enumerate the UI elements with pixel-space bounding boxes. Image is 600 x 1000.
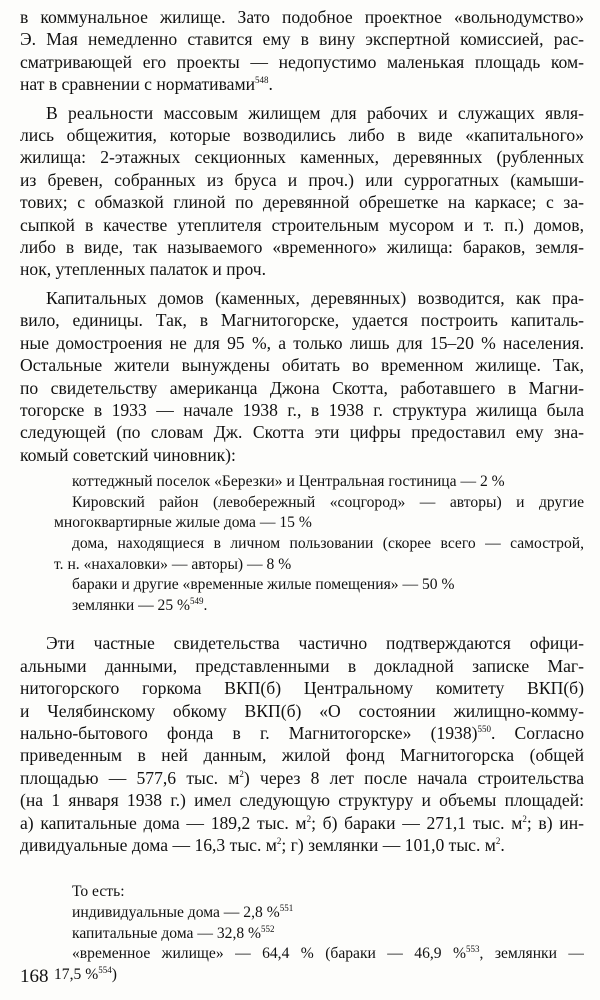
p4-line [20,677,584,699]
p1-line [20,6,584,28]
text-run: ) через 8 лет после начала строительства [243,767,584,788]
superscript: 554 [98,964,112,975]
p3-line [20,444,584,466]
superscript: 551 [279,902,294,913]
p2-line [20,146,584,168]
q1-line [20,472,584,493]
superscript: 2 [239,768,244,779]
superscript: 549 [190,595,204,606]
paragraph-3 [20,287,584,466]
p3-line [20,287,584,309]
text-run: бараки и другие «временные жилые помещения» — 50 % [72,576,455,594]
quote-list-summary [20,882,584,985]
p4-line [20,834,584,856]
text-run: . [268,74,273,95]
superscript: 2 [276,836,282,847]
text-run: ; в) ин- [526,812,584,833]
q2-line [20,903,584,924]
p4-line [20,812,584,834]
text-run: ; б) бараки — 271,1 тыс. м [311,812,523,833]
q1-line [20,534,584,555]
text-run: тових; с обмазкой глиной по деревянной обрешетке на каркасе; с за- [20,192,584,213]
text-run: В реальности массовым жилищем для рабочих и служащих явля- [46,102,584,123]
q2-line [20,944,584,965]
page-number: 168 [20,966,49,987]
q2-line [20,924,584,945]
text-run: по свидетельству американца Джона Скотта, работавшего в Магни- [20,377,584,398]
text-run: землянки — 25 % [72,596,191,614]
p3-line [20,354,584,376]
text-run: . Согласно [490,722,584,743]
p1-line [20,73,584,95]
p2-line [20,214,584,236]
text-run: в коммунальное жилище. Зато подобное проектное «вольнодумство» [20,7,584,27]
p3-line [20,421,584,443]
p2-line [20,258,584,280]
text-run: нально-бытового фонда в г. Магнитогорске» (1938) [20,722,478,743]
text-run: и Челябинскому обкому ВКП(б) «О состоянии жилищно-комму- [20,700,584,721]
q2-line [20,965,584,986]
text-run: Остальные жители вынуждены обитать во временном жилище. Так, [20,355,584,376]
text-run: . [203,596,208,614]
text-run: нок, утепленных палаток и проч. [20,259,267,280]
text-run: ; г) землянки — 101,0 тыс. м [281,834,496,855]
p4-line [20,700,584,722]
text-run: лись общежития, которые возводились либо в виде «капитального» [20,125,584,146]
text-run: т. н. «нахаловки» — авторы) — 8 % [54,555,292,573]
q1-line [20,493,584,514]
p4-line [20,655,584,677]
text-run: Э. Мая немедленно ставится ему в вину экспертной комиссией, рас- [20,29,584,50]
p2-line [20,102,584,124]
text-run: многоквартирные жилые дома — 15 % [54,514,312,532]
text-run: коттеджный поселок «Березки» и Центральная гостиница — 2 % [72,473,505,491]
text-run: нат в сравнении с нормативами [20,74,256,95]
text-run: ) [111,965,117,983]
p4-line [20,722,584,744]
p4-line [20,632,584,654]
q2-line [20,882,584,903]
p4-line [20,767,584,789]
text-run: (на 1 января 1938 г.) имел следующую структуру и объемы площадей: [20,790,584,811]
text-run: вило, единицы. Так, в Магнитогорске, удается построить капиталь- [20,310,584,331]
paragraph-2 [20,102,584,281]
text-run: сыпкой в качестве утеплителя строительным мусором и т. п.) домов, [20,214,584,235]
text-run: Эти частные свидетельства частично подтверждаются офици- [46,633,584,654]
text-run: приведенным в ней данным, жилой фонд Магнитогорска (общей [20,745,584,766]
p4-line [20,744,584,766]
text-run: индивидуальные дома — 2,8 % [72,903,280,921]
p2-line [20,169,584,191]
text-run: комый советский чиновник): [20,444,236,465]
superscript: 2 [522,813,527,824]
p2-line [20,191,584,213]
paragraph-1 [20,6,584,96]
text-run: сматривающей его проекты — недопустимо маленькая площадь ком- [20,51,584,72]
text-run: ные домостроения не для 95 %, а только лишь для 15–20 % населения. [20,332,584,353]
text-run: следующей (по словам Дж. Скотта эти цифры предоставил ему зна- [20,422,584,443]
superscript: 2 [306,813,312,824]
quote-list-housing [20,472,584,616]
q1-line [20,575,584,596]
text-run: «временное жилище» — 64,4 % (бараки — 46,9 % [72,945,466,963]
text-run: площадью — 577,6 тыс. м [20,767,240,788]
p1-line [20,51,584,73]
text-run: альными данными, представленными в докладной записке Маг- [20,655,584,676]
text-run: . [500,834,505,855]
p3-line [20,377,584,399]
text-run: жилища: 2-этажных секционных каменных, деревянных (рубленных [20,147,584,168]
q1-line [20,513,584,534]
superscript: 552 [261,923,275,934]
text-run: 17,5 % [54,965,99,983]
p2-line [20,236,584,258]
text-run: То есть: [72,883,125,901]
text-run: а) капитальные дома — 189,2 тыс. м [20,812,307,833]
text-run: тогорске в 1933 — начале 1938 г., в 1938 г. структура жилища была [20,399,584,420]
p1-line [20,28,584,50]
text-run: Кировский район (левобережный «соцгород» — авторы) и другие [72,493,584,511]
p3-line [20,309,584,331]
q1-line [20,596,584,617]
text-run: дивидуальные дома — 16,3 тыс. м [20,834,277,855]
q1-line [20,555,584,576]
p4-line [20,789,584,811]
text-run: Капитальных домов (каменных, деревянных) возводится, как пра- [46,287,584,308]
superscript: 2 [495,836,501,847]
text-run: дома, находящиеся в личном пользовании (скорее всего — самострой, [72,534,584,552]
superscript: 550 [477,724,491,735]
p3-line [20,332,584,354]
superscript: 553 [466,943,480,954]
p3-line [20,399,584,421]
superscript: 548 [255,75,269,86]
text-run: , землянки — [479,945,584,963]
text-run: либо в виде, так называемого «временного» жилища: бараков, земля- [20,237,584,258]
text-run: нитогорского горкома ВКП(б) Центральному комитету ВКП(б) [20,678,584,699]
p2-line [20,124,584,146]
text-run: из бревен, собранных из бруса и проч.) или суррогатных (камыши- [20,169,584,190]
paragraph-4 [20,632,584,856]
text-run: капитальные дома — 32,8 % [72,924,262,942]
